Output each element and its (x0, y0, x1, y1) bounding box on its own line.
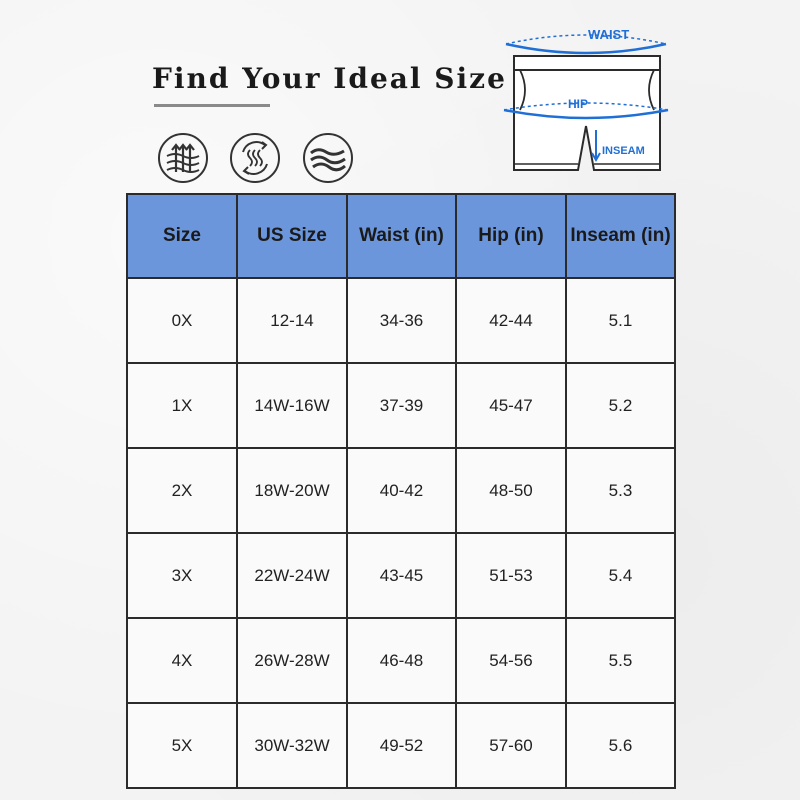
soft-fabric-icon (302, 132, 354, 184)
cell-us-size: 22W-24W (237, 533, 347, 618)
table-row (127, 533, 675, 618)
waist-measure-line (506, 44, 666, 53)
header-size: Size (127, 194, 237, 278)
cell-hip: 42-44 (456, 278, 566, 363)
cell-us-size: 12-14 (237, 278, 347, 363)
cell-hip: 45-47 (456, 363, 566, 448)
table-row (127, 703, 675, 788)
header-us-size: US Size (237, 194, 347, 278)
waist-label: WAIST (588, 27, 630, 42)
header-hip: Hip (in) (456, 194, 566, 278)
cell-waist: 43-45 (347, 533, 456, 618)
header-waist: Waist (in) (347, 194, 456, 278)
cell-size: 4X (127, 618, 237, 703)
cell-us-size: 14W-16W (237, 363, 347, 448)
size-chart-table (126, 193, 676, 789)
table-row (127, 618, 675, 703)
title-underline (154, 104, 270, 107)
header-inseam: Inseam (in) (566, 194, 675, 278)
cell-hip: 48-50 (456, 448, 566, 533)
cell-us-size: 26W-28W (237, 618, 347, 703)
cell-hip: 54-56 (456, 618, 566, 703)
cell-waist: 40-42 (347, 448, 456, 533)
cell-inseam: 5.4 (566, 533, 675, 618)
cell-size: 1X (127, 363, 237, 448)
cell-waist: 46-48 (347, 618, 456, 703)
shorts-measurement-diagram (496, 18, 676, 188)
table-header-row (127, 194, 675, 278)
page-title: Find Your Ideal Size (152, 62, 507, 95)
breathable-icon (157, 132, 209, 184)
table-row (127, 363, 675, 448)
cell-inseam: 5.1 (566, 278, 675, 363)
table-row (127, 278, 675, 363)
cell-size: 2X (127, 448, 237, 533)
cell-size: 3X (127, 533, 237, 618)
cell-us-size: 18W-20W (237, 448, 347, 533)
cell-inseam: 5.5 (566, 618, 675, 703)
cell-size: 0X (127, 278, 237, 363)
cell-waist: 34-36 (347, 278, 456, 363)
cell-waist: 37-39 (347, 363, 456, 448)
cell-hip: 51-53 (456, 533, 566, 618)
cell-us-size: 30W-32W (237, 703, 347, 788)
inseam-label: INSEAM (602, 145, 645, 157)
cell-hip: 57-60 (456, 703, 566, 788)
cell-waist: 49-52 (347, 703, 456, 788)
stretch-icon (229, 132, 281, 184)
cell-inseam: 5.2 (566, 363, 675, 448)
cell-inseam: 5.6 (566, 703, 675, 788)
cell-inseam: 5.3 (566, 448, 675, 533)
hip-label: HIP (568, 97, 589, 111)
cell-size: 5X (127, 703, 237, 788)
table-row (127, 448, 675, 533)
